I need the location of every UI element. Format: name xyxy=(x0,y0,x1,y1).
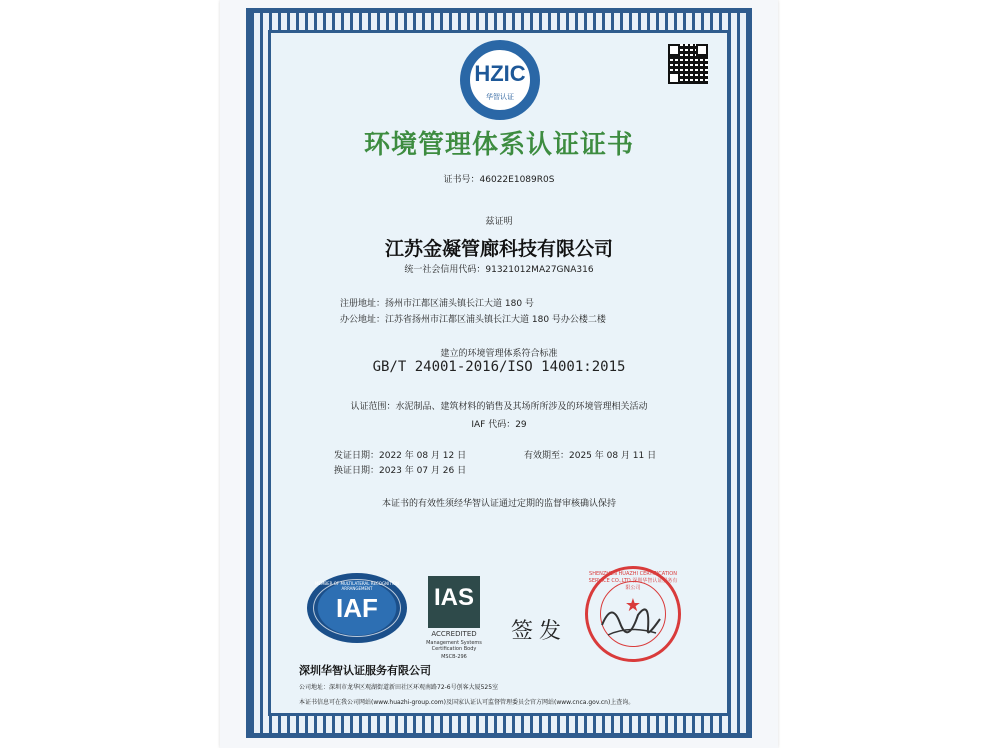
issue-date: 发证日期：2022 年 08 月 12 日 xyxy=(334,451,467,461)
ias-mark xyxy=(428,576,480,628)
ias-id: MSCB-296 xyxy=(441,654,467,660)
ias-label: IAS xyxy=(433,584,474,611)
company-name: 江苏金凝管廊科技有限公司 xyxy=(384,238,613,260)
qr-code-icon xyxy=(668,44,708,84)
ias-sub1: Management Systems xyxy=(426,640,482,646)
iaf-ring-text: MEMBER OF MULTILATERAL RECOGNITION ARRANGEMENT xyxy=(314,581,399,591)
logo-name: 华智认证 xyxy=(486,93,514,101)
change-date: 换证日期：2023 年 07 月 26 日 xyxy=(334,466,467,476)
conformity-label: 建立的环境管理体系符合标准 xyxy=(440,349,558,359)
hzic-logo xyxy=(460,40,540,120)
query-note: 本证书信息可在我公司网站(www.huazhi-group.com)及国家认证认可监督管理委员会官方网站(www.cnca.gov.cn)上查询。 xyxy=(299,699,635,706)
hereby-label: 兹证明 xyxy=(485,217,513,227)
certificate-title: 环境管理体系认证证书 xyxy=(363,130,634,160)
valid-until: 有效期至：2025 年 08 月 11 日 xyxy=(524,451,657,461)
seal-text: SHENZHEN HUAZHI CERTIFICATION SERVICE CO.,LTD 深圳华智认证服务有限公司 xyxy=(588,571,678,591)
certification-scope: 认证范围：水泥制品、建筑材料的销售及其场所所涉及的环境管理相关活动 xyxy=(350,402,648,412)
registered-address: 注册地址：扬州市江都区浦头镇长江大道 180 号 xyxy=(340,299,534,309)
standard-code: GB/T 24001-2016/ISO 14001:2015 xyxy=(372,359,626,375)
ias-accredited: ACCREDITED xyxy=(431,630,477,638)
iaf-label: IAF xyxy=(336,593,378,623)
signature-label: 签发 xyxy=(511,619,568,644)
handwritten-signature xyxy=(598,595,668,645)
certificate-number: 证书号：46022E1089R0S xyxy=(443,175,555,185)
validity-note: 本证书的有效性须经华智认证通过定期的监督审核确认保持 xyxy=(381,499,616,509)
issuer-address: 公司地址：深圳市龙华区观湖街道新田社区环观南路72-6号创客大厦525室 xyxy=(299,684,499,691)
logo-abbr: HZIC xyxy=(474,61,526,86)
issuer-name: 深圳华智认证服务有限公司 xyxy=(299,664,431,677)
star-icon: ★ xyxy=(624,595,642,616)
ias-sub2: Certification Body xyxy=(431,646,477,652)
iaf-code: IAF 代码：29 xyxy=(471,420,527,430)
credit-code: 统一社会信用代码：91321012MA27GNA316 xyxy=(404,265,594,275)
iaf-mark xyxy=(307,573,407,643)
office-address: 办公地址：江苏省扬州市江都区浦头镇长江大道 180 号办公楼二楼 xyxy=(340,315,606,325)
